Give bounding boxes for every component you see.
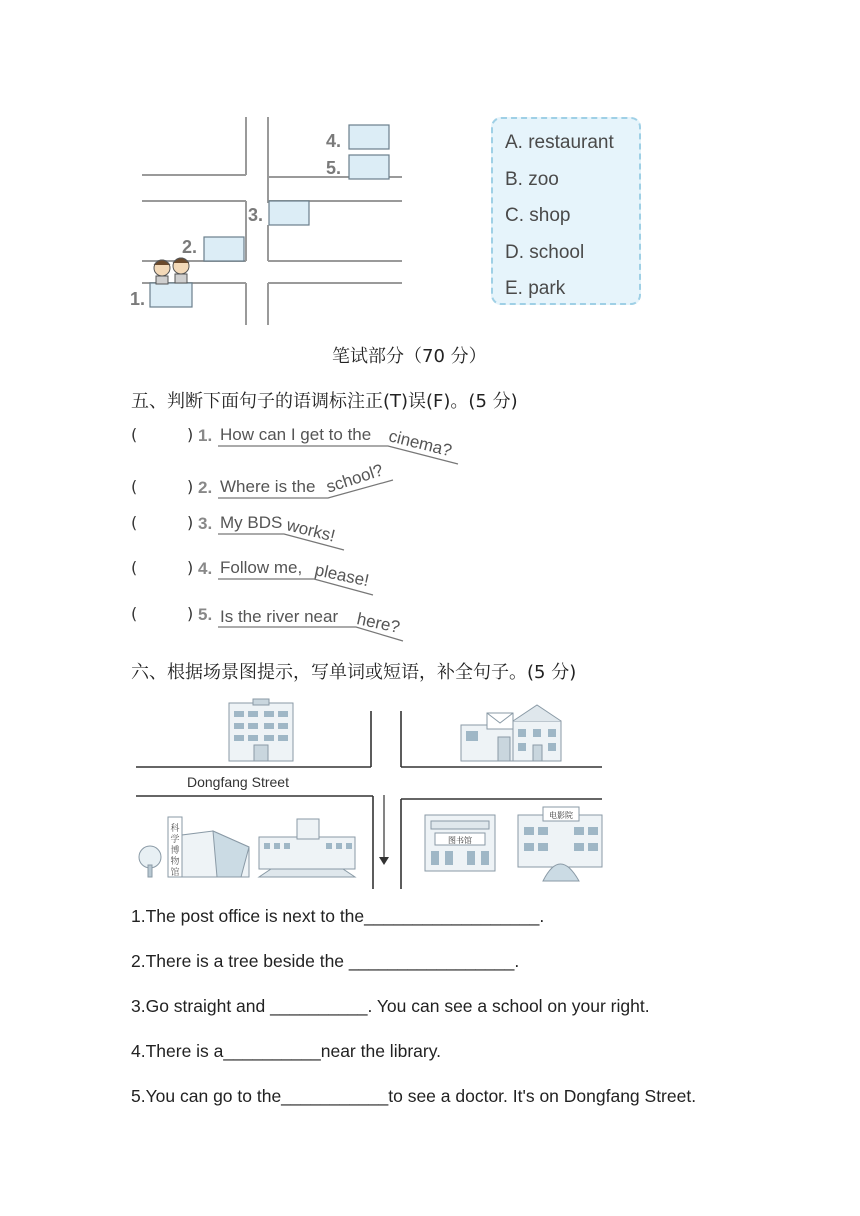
arrow-head — [379, 857, 389, 865]
question-rising-word: please! — [313, 560, 371, 591]
question-rising-word: cinema? — [386, 426, 454, 461]
question-number: 4. — [198, 559, 213, 578]
answer-paren-open: ( — [131, 513, 138, 532]
question-row-2 — [131, 460, 471, 516]
street-map-1 — [130, 115, 410, 327]
science-museum-building — [168, 817, 249, 878]
question-rising-word: school? — [323, 460, 386, 497]
map1-label-3: 3. — [248, 205, 264, 225]
option-d: D. school — [505, 241, 585, 263]
fill-sentence-1: 1.The post office is next to the__________________. — [131, 906, 545, 926]
question-text: Is the river near — [220, 607, 339, 626]
question-number: 2. — [198, 478, 213, 497]
question-text: Follow me, — [220, 558, 303, 577]
box-2 — [204, 237, 244, 261]
question-row-1 — [131, 424, 471, 468]
intonation-line — [218, 530, 358, 554]
library-sign: 图书馆 — [448, 836, 472, 845]
intonation-line — [218, 623, 418, 645]
fill-sentence-4: 4.There is a__________near the library. — [131, 1041, 442, 1061]
street-name-label: Dongfang Street — [187, 774, 289, 790]
map1-label-1: 1. — [130, 289, 146, 309]
option-b: B. zoo — [505, 168, 559, 190]
answer-paren-close: ) — [187, 425, 194, 444]
question-row-4 — [131, 557, 471, 601]
answer-paren-close: ) — [187, 558, 194, 577]
question-row-5 — [131, 603, 471, 647]
building-top-left — [229, 699, 293, 761]
answer-paren-close: ) — [187, 477, 194, 496]
cinema-building — [518, 807, 602, 881]
option-a: A. restaurant — [505, 132, 614, 153]
school-building — [259, 819, 355, 877]
tree-illustration — [139, 846, 161, 877]
science-museum-sign-char-2: 学 — [170, 835, 180, 845]
cinema-sign: 电影院 — [549, 811, 573, 820]
question-row-3 — [131, 512, 471, 556]
answer-paren-open: ( — [131, 604, 138, 623]
box-5 — [349, 155, 389, 179]
written-part-title: 笔试部分（70 分） — [332, 346, 487, 367]
answer-paren-close: ) — [187, 513, 194, 532]
intonation-line — [218, 575, 388, 599]
map1-label-5: 5. — [326, 158, 342, 178]
intonation-line — [218, 476, 418, 502]
fill-sentence-3: 3.Go straight and __________. You can see a school on your right. — [131, 996, 650, 1016]
building-top-right — [461, 705, 561, 761]
question-number: 1. — [198, 426, 213, 445]
fill-sentence-5: 5.You can go to the___________to see a doctor. It's on Dongfang Street. — [131, 1086, 697, 1106]
answer-paren-open: ( — [131, 477, 138, 496]
question-text: Where is the — [220, 477, 316, 496]
answer-paren-open: ( — [131, 425, 138, 444]
science-museum-sign-char-5: 馆 — [170, 868, 180, 878]
box-4 — [349, 125, 389, 149]
answer-paren-close: ) — [187, 604, 194, 623]
options-box — [491, 117, 641, 305]
science-museum-sign-char-3: 博 — [170, 846, 180, 856]
box-3 — [269, 201, 309, 225]
question-number: 3. — [198, 514, 213, 533]
section-6-title: 六、根据场景图提示，写单词或短语，补全句子。(5 分) — [131, 662, 577, 683]
question-rising-word: here? — [355, 609, 402, 637]
fill-sentence-2: 2.There is a tree beside the _________________. — [131, 951, 520, 971]
map1-label-4: 4. — [326, 131, 342, 151]
answer-paren-open: ( — [131, 558, 138, 577]
question-text: My BDS — [220, 513, 283, 532]
intonation-line — [218, 442, 468, 468]
library-building — [425, 815, 495, 871]
section-5-title: 五、判断下面句子的语调标注正(T)误(F)。(5 分) — [131, 391, 518, 412]
question-text: How can I get to the — [220, 425, 372, 444]
box-1 — [150, 283, 192, 307]
street-map-2 — [133, 697, 603, 889]
option-e: E. park — [505, 278, 566, 300]
question-rising-word: works! — [284, 515, 338, 546]
option-c: C. shop — [505, 205, 571, 227]
science-museum-sign-char-4: 物 — [170, 857, 180, 867]
question-number: 5. — [198, 605, 213, 624]
science-museum-sign-char-1: 科 — [170, 824, 180, 834]
map1-label-2: 2. — [182, 237, 198, 257]
